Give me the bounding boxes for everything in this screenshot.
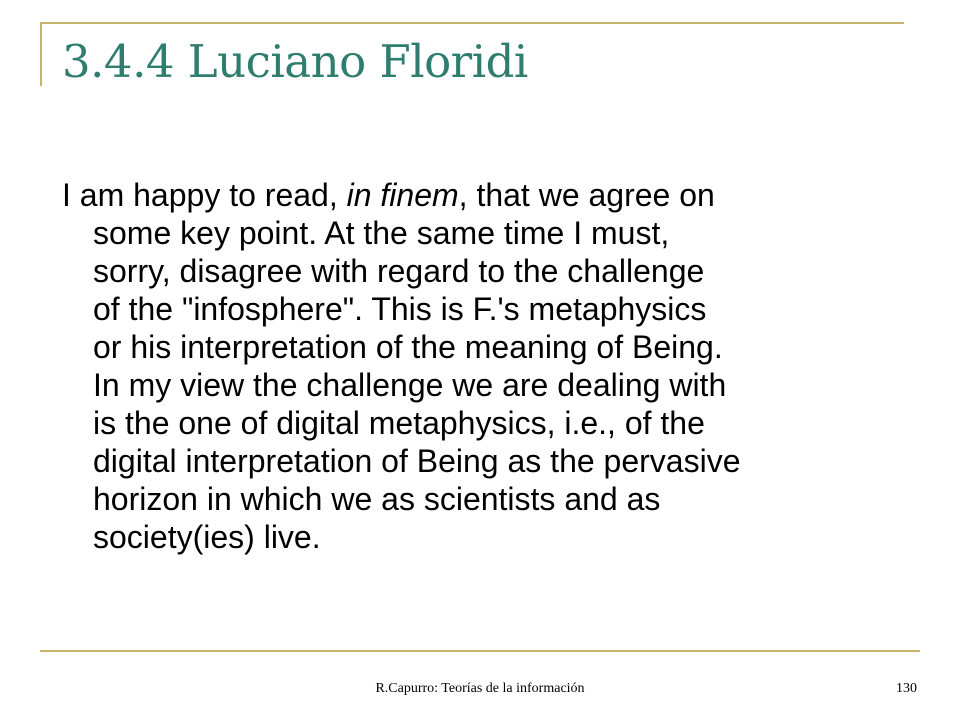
left-rule: [40, 22, 42, 86]
body-line: some key point. At the same time I must,: [93, 215, 670, 251]
page-number: 130: [896, 681, 917, 696]
body-line-start: I am happy to read,: [62, 177, 347, 213]
slide-title: 3.4.4 Luciano Floridi: [62, 35, 528, 88]
body-line-end: , that we agree on: [458, 177, 715, 213]
body-paragraph: [62, 176, 902, 556]
body-line: [62, 176, 902, 214]
body-line: or his interpretation of the meaning of Being.: [93, 329, 723, 365]
body-line: digital interpretation of Being as the pervasive: [93, 443, 741, 479]
top-rule: [40, 22, 904, 24]
body-line: of the "infosphere". This is F.'s metaphysics: [93, 291, 707, 327]
emphasized-phrase: in finem: [346, 177, 459, 213]
body-line: is the one of digital metaphysics, i.e., of the: [93, 405, 705, 441]
body-line: sorry, disagree with regard to the challenge: [93, 253, 705, 289]
footer-rule: [40, 650, 920, 652]
body-line: society(ies) live.: [93, 519, 321, 555]
body-line: In my view the challenge we are dealing with: [93, 367, 727, 403]
footer-text: R.Capurro: Teorías de la información: [375, 681, 585, 696]
body-line: horizon in which we as scientists and as: [93, 481, 661, 517]
